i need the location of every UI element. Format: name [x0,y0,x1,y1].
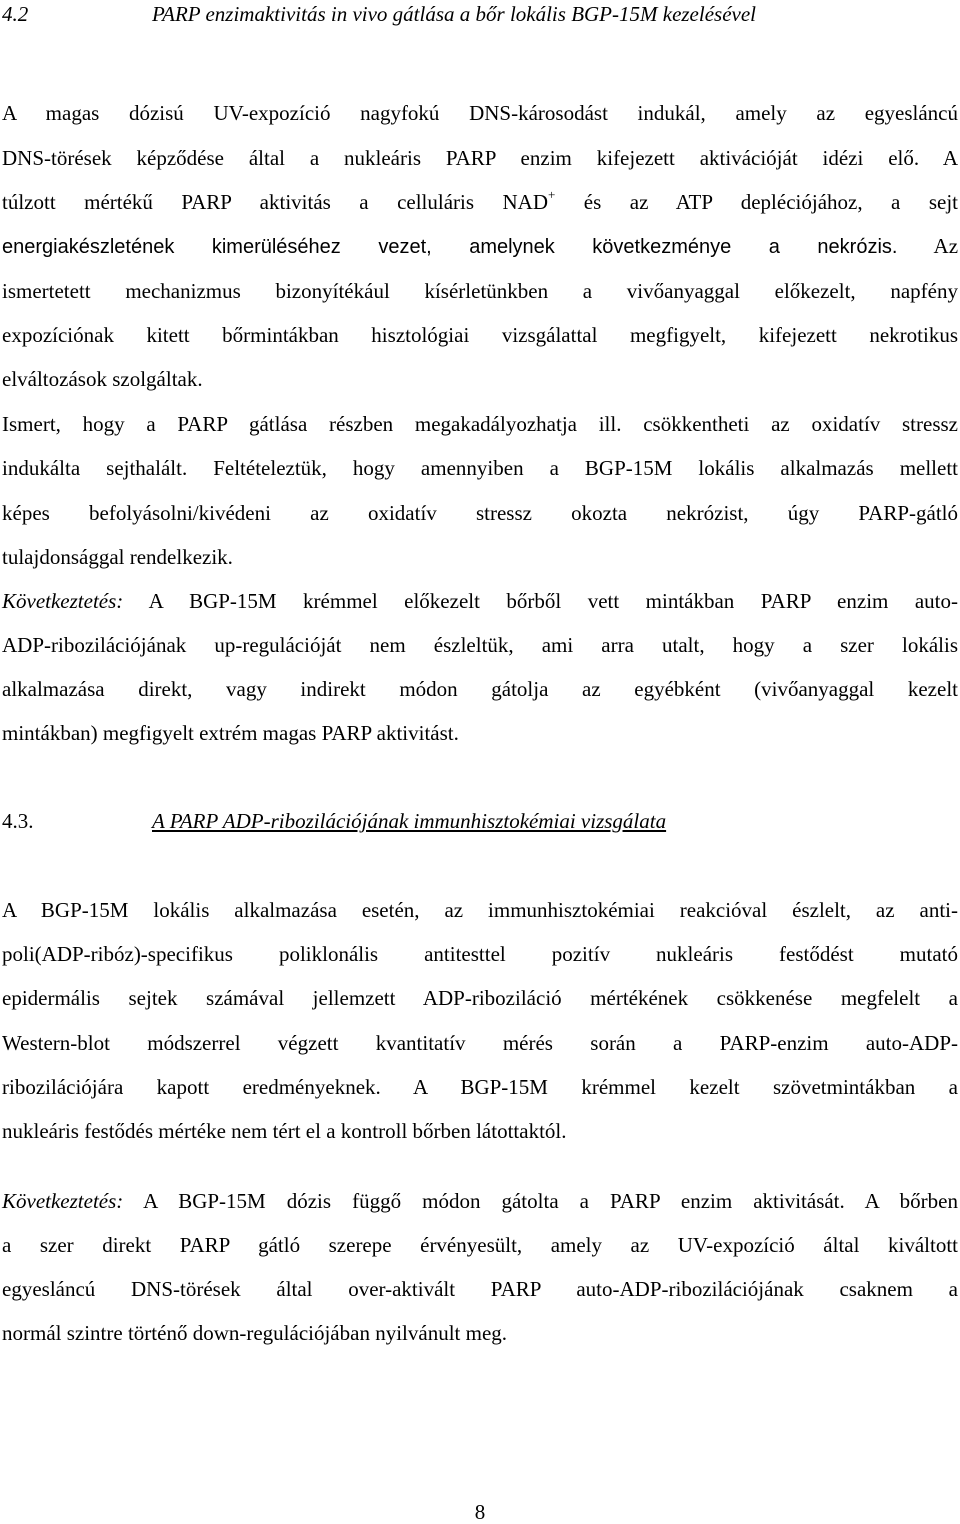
text-line: ADP-ribozilációjának up-regulációját nem észleltük, ami arra utalt, hogy a szer lokális [2,633,958,657]
text-line: a szer direkt PARP gátló szerepe érvényesült, amely az UV-expozíció által kiváltott [2,1233,958,1257]
text-line: expozíciónak kitett bőrmintákban hisztológiai vizsgálattal megfigyelt, kifejezett nekrotikus [2,323,958,347]
text-line: tulajdonsággal rendelkezik. [2,545,233,569]
text-line: normál szintre történő down-regulációjában nyilvánult meg. [2,1321,508,1345]
text-span: energiakészletének kimerüléséhez vezet, amelynek következménye a nekrózis. [2,236,898,258]
text-line: A magas dózisú UV-expozíció nagyfokú DNS-károsodást indukál, amely az egyesláncú [2,101,958,125]
text-line: ribozilációjára kapott eredményeknek. A BGP-15M krémmel kezelt szövetmintákban a [2,1075,958,1099]
text-span: A BGP-15M krémmel előkezelt bőrből vett mintákban PARP enzim auto- [123,589,958,613]
text-line [2,234,958,259]
text-line: Ismert, hogy a PARP gátlása részben megakadályozhatja ill. csökkentheti az oxidatív stressz [2,412,958,436]
section-number: 4.3. [2,809,34,833]
conclusion-label: Következtetés: [2,1189,124,1213]
text-span: túlzott mértékű PARP aktivitás a celluláris NAD [2,190,548,214]
text-span: és az ATP depléciójához, a sejt [555,190,958,214]
section-title: PARP enzimaktivitás in vivo gátlása a bőr lokális BGP-15M kezelésével [152,2,757,26]
text-line [2,456,958,480]
text-line [2,187,958,214]
text-line: DNS-törések képződése által a nukleáris PARP enzim kifejezett aktivációját idézi elő. A [2,146,958,170]
conclusion-label: Következtetés: [2,589,124,613]
text-line: A BGP-15M lokális alkalmazása esetén, az immunhisztokémiai reakcióval észlelt, az anti- [2,898,958,922]
text-span: indukálta sejthalált. [2,456,188,480]
section-number: 4.2 [2,2,29,26]
text-line: elváltozások szolgáltak. [2,367,203,391]
text-line: ismertetett mechanizmus bizonyítékául kísérletünkben a vivőanyaggal előkezelt, napfény [2,279,958,303]
text-span: A BGP-15M dózis függő módon gátolta a PARP enzim aktivitását. A bőrben [123,1189,958,1213]
text-line: poli(ADP-ribóz)-specifikus poliklonális antitesttel pozitív nukleáris festődést mutató [2,942,958,966]
text-line: mintákban) megfigyelt extrém magas PARP aktivitást. [2,721,459,745]
superscript: + [548,187,556,202]
text-line: epidermális sejtek számával jellemzett ADP-riboziláció mértékének csökkenése megfelelt a [2,986,958,1010]
text-span: Az [897,234,959,258]
text-line: egyesláncú DNS-törések által over-aktivált PARP auto-ADP-ribozilációjának csaknem a [2,1277,958,1301]
text-line: nukleáris festődés mértéke nem tért el a kontroll bőrben látottaktól. [2,1119,567,1143]
text-line: Western-blot módszerrel végzett kvantitatív mérés során a PARP-enzim auto-ADP- [2,1031,958,1055]
text-line [2,1189,958,1213]
text-span: Feltételeztük, hogy amennyiben a BGP-15M lokális alkalmazás mellett [187,456,959,480]
page-number: 8 [474,1500,486,1524]
section-title: A PARP ADP-ribozilációjának immunhisztokémiai vizsgálata [152,809,667,833]
text-line [2,589,958,613]
text-line: alkalmazása direkt, vagy indirekt módon gátolja az egyébként (vivőanyaggal kezelt [2,677,958,701]
text-line: képes befolyásolni/kivédeni az oxidatív stressz okozta nekrózist, úgy PARP-gátló [2,501,958,525]
